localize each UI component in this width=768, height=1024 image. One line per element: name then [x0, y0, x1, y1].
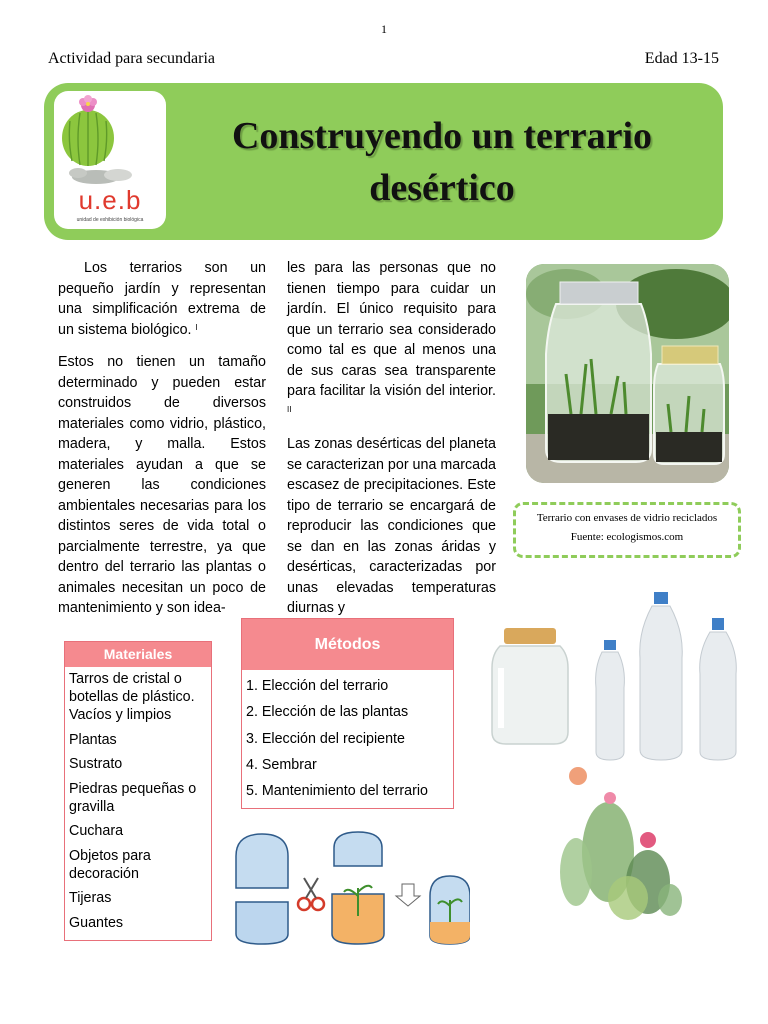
cactus-watercolor-icon [548, 762, 698, 924]
cactus-logo-icon [54, 91, 166, 186]
materials-list [69, 670, 209, 938]
article-column-2 [287, 258, 496, 631]
materials-title: Materiales [65, 642, 211, 667]
page-number: 1 [381, 22, 387, 36]
header-activity: Actividad para secundaria [48, 50, 216, 67]
page-title [178, 110, 706, 214]
logo-subtext: unidad de exhibición biológica [76, 217, 144, 223]
caption-source: Fuente: ecologismos.com [570, 531, 684, 543]
article-paragraph: Las zonas desérticas del planeta se caracterizan por una marcada escasez de precipitaciones. Este tipo de terrario se encargará de reproducir las condiciones que se dan en las zonas áridas y desérticas, caracterizadas por unas elevadas temperaturas diurnas y [287, 436, 497, 616]
article-paragraph: Los terrarios son un pequeño jardín y representan una simplificación extrema de un sistema biológico. [58, 260, 266, 338]
reference-mark: I [195, 322, 198, 332]
list-item: 1. Elección del terrario [246, 678, 389, 694]
header-age: Edad 13-15 [644, 50, 719, 67]
caption-line-1: Terrario con envases de vidrio reciclados [536, 512, 718, 524]
list-item: Plantas [69, 731, 117, 748]
list-item: Guantes [69, 914, 124, 931]
list-item: 3. Elección del recipiente [246, 730, 405, 747]
list-item: Cuchara [69, 823, 124, 839]
article-column-1 [58, 258, 266, 631]
bottle-terrarium-steps [230, 826, 470, 950]
list-item: Objetos para decoración [69, 847, 151, 882]
list-item: Tarros de cristal o botellas de plástico. Vacíos y limpios [69, 671, 195, 723]
title-line-2: desértico [369, 167, 515, 209]
bottles-icon [588, 588, 748, 766]
scissors-icon [298, 878, 324, 910]
title-line-1: Construyendo un terrario [231, 115, 653, 157]
article-paragraph: les para las personas que no tienen tiempo para cuidar un jardín. El único requisito para que un terrario sea considerado como tal es que al menos una de sus caras sea transparente para facilitar la visión del interior. [287, 260, 496, 399]
list-item: Tijeras [69, 890, 112, 906]
photo-caption [513, 502, 741, 558]
list-item: Sustrato [69, 756, 123, 772]
methods-list [246, 676, 452, 807]
article-paragraph: Estos no tienen un tamaño determinado y pueden estar construidos de diversos materiales como vidrio, plástico, madera, y malla. Estos materiales ayudan a que se generen las condiciones ambientales necesarias para los distintos seres de vida total o parcialmente terrestre, ya que dentro del terrario las plantas o animales necesitan un poco de mantenimiento y son idea- [58, 354, 266, 616]
terrarium-photo [526, 264, 729, 483]
logo-text: u.e.b [78, 185, 142, 215]
jar-icon [490, 628, 570, 746]
list-item: Piedras pequeñas o gravilla [69, 780, 197, 815]
reference-mark: II [287, 404, 292, 414]
list-item: 5. Mantenimiento del terrario [246, 783, 428, 800]
list-item: 2. Elección de las plantas [246, 704, 409, 721]
list-item: 4. Sembrar [246, 756, 317, 773]
methods-title: Métodos [242, 619, 453, 670]
